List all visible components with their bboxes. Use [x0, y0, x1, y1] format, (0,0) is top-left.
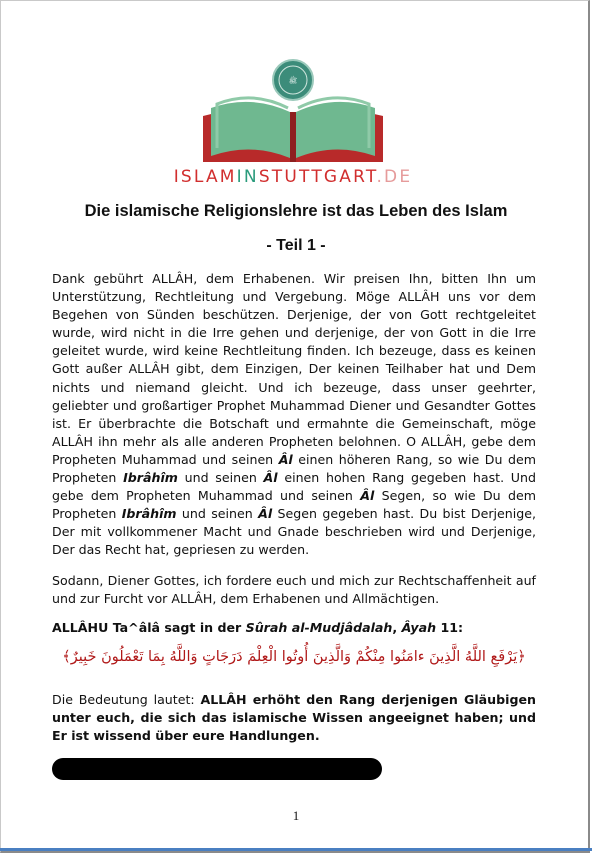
ayah-label: Âyah	[401, 620, 437, 635]
brand-part-de: .DE	[376, 167, 413, 187]
page-bottom-rule	[0, 848, 592, 851]
surah-name: Sûrah al-Mudjâdalah	[245, 620, 393, 635]
brand-wordmark	[133, 167, 453, 187]
paragraph-intro-text-1: Dank gebührt ALLÂH, dem Erhabenen. Wir preisen Ihn, bitten Ihn um Unterstützung, Rechtleitung und Vergebung. Möge ALLÂH uns vor dem Begehen von Sünden beschützen. Derjenige, der von Gott rechtgeleitet wurde, wird nicht in die Irre gehen und derjenige, der von Gott in die Irre geleitet wurde, wird keine Rechtleitung finden. Ich bezeuge, dass es keinen Gott außer ALLÂH gibt, dem Einzigen, Der keinen Teilhaber hat und Dem nichts und niemand gleicht. Und ich bezeuge, dass unser geehrter, geliebter und großartiger Prophet Muhammad Diener und Gesandter Gottes ist. Er überbrachte die Botschaft und ermahnte die Gemeinschaft, möge ALLÂH ihn mehr als alle anderen Propheten belohnen. O ALLÂH, gebe dem Propheten Muhammad und seinen	[52, 271, 536, 467]
term-al-3: Âl	[360, 488, 375, 504]
paragraph-intro	[52, 270, 536, 560]
paragraph-intro-text-6: und seinen	[176, 506, 259, 522]
paragraph-intro-text-3: und seinen	[177, 470, 264, 486]
term-ibrahim-2: Ibrâhîm	[121, 506, 177, 522]
term-al-1: Âl	[278, 451, 293, 467]
page-number: 1	[292, 808, 300, 823]
meaning-prefix: Die Bedeutung lautet:	[52, 692, 201, 707]
term-ibrahim-1: Ibrâhîm	[123, 470, 178, 486]
brand-part-in: IN	[236, 167, 259, 187]
svg-text:ﷺ: ﷺ	[288, 77, 298, 85]
open-book-logo-icon	[133, 58, 453, 168]
paragraph-intro-text-7: Segen gegeben hast. Du bist Derjenige, Der mit vollkommener Macht und Gnade beschrieben wird und Derjenige, Der das Recht hat, gepriesen zu werden.	[52, 506, 536, 558]
verse-intro-text-2: ,	[392, 620, 402, 635]
brand-part-stuttgart: STUTTGART	[258, 167, 377, 187]
document-subtitle: - Teil 1 -	[266, 237, 326, 254]
paragraph-intro-text-2: einen höheren Rang, so wie Du dem Propheten	[52, 451, 537, 486]
verse-introduction	[52, 619, 536, 637]
redaction-bar	[52, 758, 382, 780]
arabic-verse: ﴿يَرْفَعِ اللَّهُ الَّذِينَ ءامَنُوا مِنْكُمْ وَالَّذِينَ أُوتُوا الْعِلْمَ دَرَجَاتٍ وَاللَّهُ بِمَا تَعْمَلُونَ خَبِيرٌ﴾	[62, 649, 526, 665]
document-title: Die islamische Religionslehre ist das Leben des Islam	[84, 202, 508, 220]
paragraph-intro-text-4: einen hohen Rang gegeben hast. Und gebe dem Propheten Muhammad und seinen	[52, 470, 536, 504]
term-al-2: Âl	[263, 470, 278, 486]
term-al-4: Âl	[258, 506, 273, 522]
verse-intro-text-1: ALLÂHU Ta^âlâ sagt in der	[52, 620, 246, 635]
brand-part-islam: ISLAM	[173, 167, 237, 187]
verse-meaning	[52, 691, 536, 745]
paragraph-intro-text-5: Segen, so wie Du dem Propheten	[52, 488, 536, 522]
verse-intro-text-3: 11:	[436, 620, 464, 635]
paragraph-exhortation: Sodann, Diener Gottes, ich fordere euch und mich zur Rechtschaffenheit auf und zur Furcht vor ALLÂH, dem Erhabenen und Allmächtigen.	[52, 573, 536, 607]
meaning-text: ALLÂH erhöht den Rang derjenigen Gläubigen unter euch, die sich das islamische Wissen angeeignet haben; und Er ist wissend über eure Handlungen.	[52, 692, 536, 744]
